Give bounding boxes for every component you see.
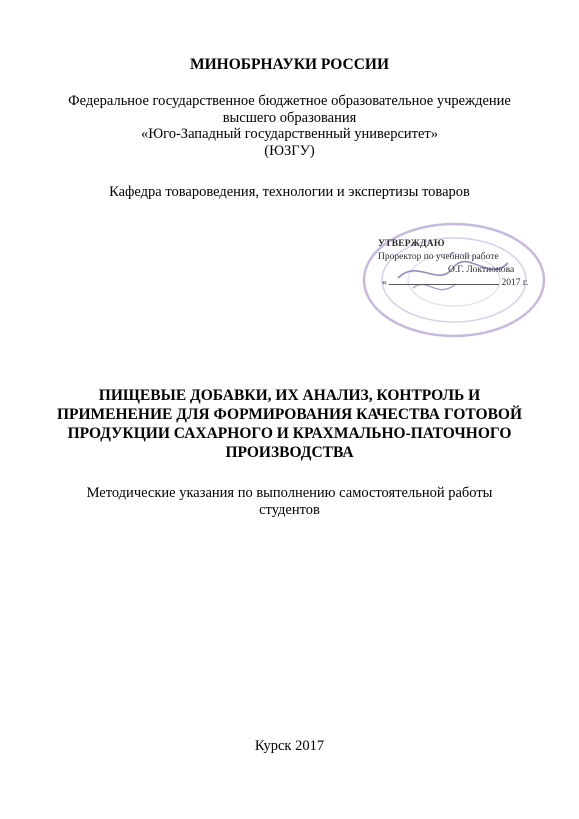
approval-block [378,238,548,290]
institution-line-1: Федеральное государственное бюджетное образовательное учреждение [68,93,511,109]
institution-line-3: «Юго-Западный государственный университет» [140,126,439,142]
approval-date [378,277,548,290]
approval-word: УТВЕРЖДАЮ [378,239,445,249]
department-line: Кафедра товароведения, технологии и экспертизы товаров [109,184,470,200]
approval-name: О.Г. Локтионова [448,265,515,275]
approval-date-suffix: 2017 г. [501,278,529,288]
institution-block [0,93,579,159]
document-title: ПИЩЕВЫЕ ДОБАВКИ, ИХ АНАЛИЗ, КОНТРОЛЬ И ПРИМЕНЕНИЕ ДЛЯ ФОРМИРОВАНИЯ КАЧЕСТВА ГОТОВОЙ ПРОДУКЦИИ САХАРНОГО И КРАХМАЛЬНО-ПАТОЧНОГО ПРОИЗВОДСТВА [56,387,523,461]
institution-abbr: (ЮЗГУ) [264,142,315,159]
city-year: Курск 2017 [254,738,325,754]
document-subtitle: Методические указания по выполнению самостоятельной работы студентов [86,485,493,518]
ministry-heading: МИНОБРНАУКИ РОССИИ [189,56,390,73]
institution-line-2: высшего образования [222,109,357,126]
approval-date-prefix: « [382,278,387,288]
approval-position: Проректор по учебной работе [378,252,499,262]
